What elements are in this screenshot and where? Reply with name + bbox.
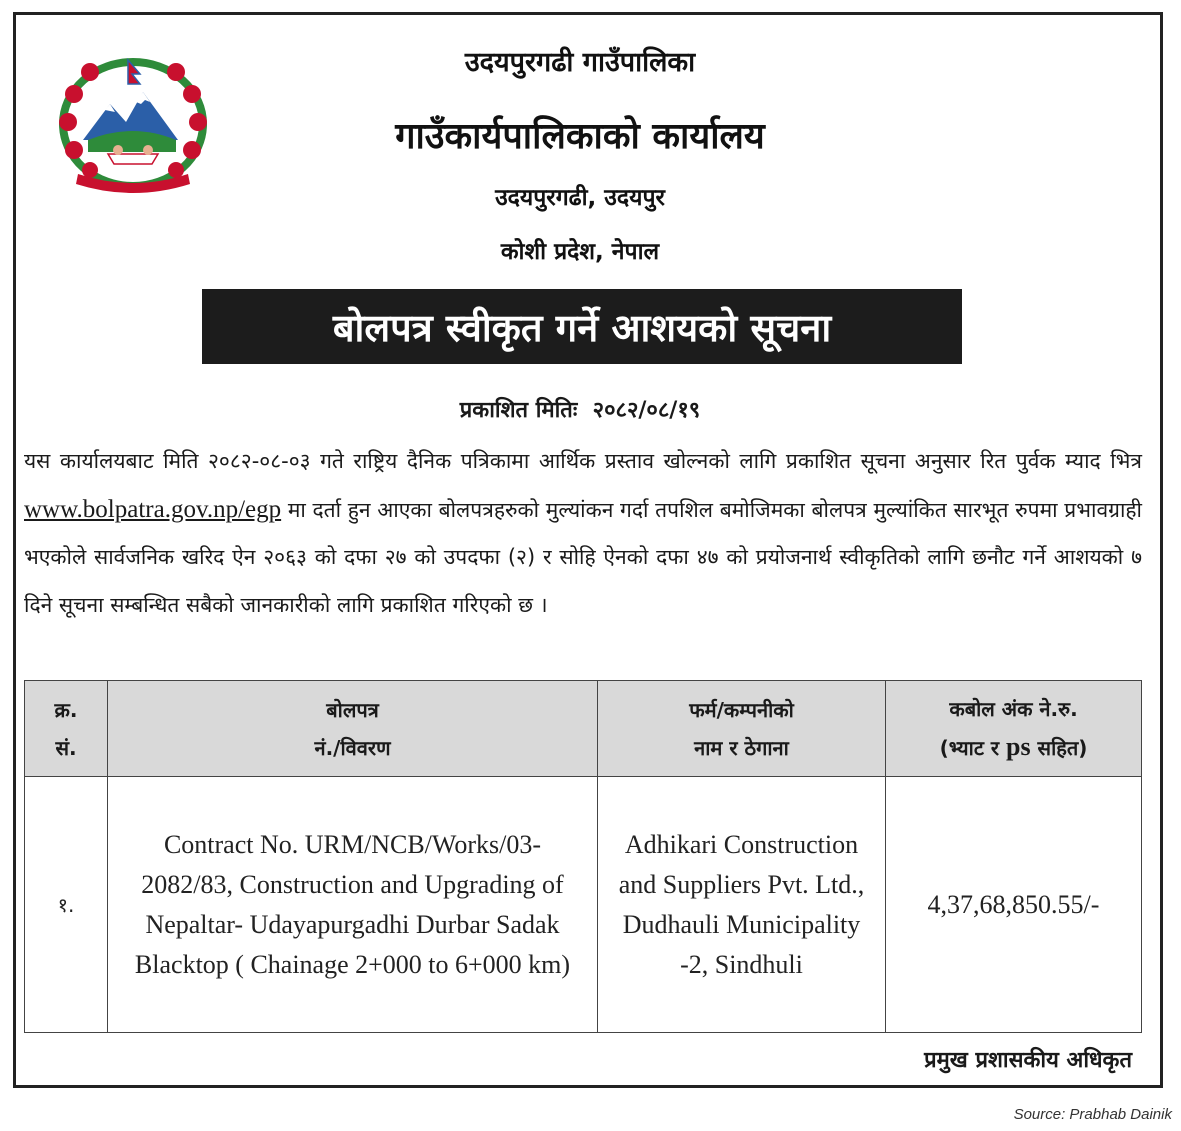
province-country: कोशी प्रदेश, नेपाल: [500, 239, 660, 265]
published-date: २०८२/०८/१९: [592, 398, 701, 423]
source-credit: Source: Prabhab Dainik: [1013, 1106, 1172, 1123]
published-label: प्रकाशित मितिः: [459, 398, 578, 423]
office-name: गाउँकार्यपालिकाको कार्यालय: [395, 116, 765, 157]
office-location: उदयपुरगढी, उदयपुर: [495, 185, 665, 211]
header-firm: फर्म/कम्पनीको नाम र ठेगाना: [598, 681, 886, 777]
signatory-title: प्रमुख प्रशासकीय अधिकृत: [924, 1048, 1132, 1073]
body-text-after-url: मा दर्ता हुन आएका बोलपत्रहरुको मुल्यांकन गर्दा तपशिल बमोजिमका बोलपत्र मुल्यांकित सारभूत रुपमा प्रभावग्राही भएकोले सार्वजनिक खरिद ऐन २०६३ को दफा २७ को उपदफा (२) र सोहि ऐनको दफा ४७ को प्रयोजनार्थ स्वीकृतिको लागि छनौट गर्ने आशयको ७ दिने सूचना सम्बन्धित सबैको जानकारीको लागि प्रकाशित गरिएको छ ।: [24, 497, 1142, 617]
row-firm: Adhikari Construction and Suppliers Pvt. Ltd., Dudhauli Municipality -2, Sindhuli: [598, 777, 886, 1033]
table-row: [25, 777, 1142, 1033]
body-text-before-url: यस कार्यालयबाट मिति २०८२-०८-०३ गते राष्ट्रिय दैनिक पत्रिकामा आर्थिक प्रस्ताव खोल्नको लागि प्रकाशित सूचना अनुसार रित पुर्वक म्याद भित्र: [24, 449, 1142, 473]
notice-body: [24, 438, 1142, 629]
header-bid-description: बोलपत्र नं./विवरण: [108, 681, 598, 777]
published-date-line: [200, 394, 960, 424]
egp-link[interactable]: www.bolpatra.gov.np/egp: [24, 495, 282, 523]
notice-title: बोलपत्र स्वीकृत गर्ने आशयको सूचना: [202, 289, 962, 364]
header-amount: कबोल अंक ने.रु. (भ्याट र ps सहित): [886, 681, 1142, 777]
municipality-name: उदयपुरगढी गाउँपालिका: [464, 47, 696, 78]
table-header-row: [25, 681, 1142, 777]
header-serial: क्र. सं.: [25, 681, 108, 777]
row-amount: 4,37,68,850.55/-: [886, 777, 1142, 1033]
row-serial: १.: [25, 777, 108, 1033]
row-description: Contract No. URM/NCB/Works/03-2082/83, Construction and Upgrading of Nepaltar- Udayapurgadhi Durbar Sadak Blacktop ( Chainage 2+000 to 6+000 km): [108, 777, 598, 1033]
nepal-emblem-icon: [48, 52, 218, 202]
bid-table: [24, 680, 1142, 1033]
